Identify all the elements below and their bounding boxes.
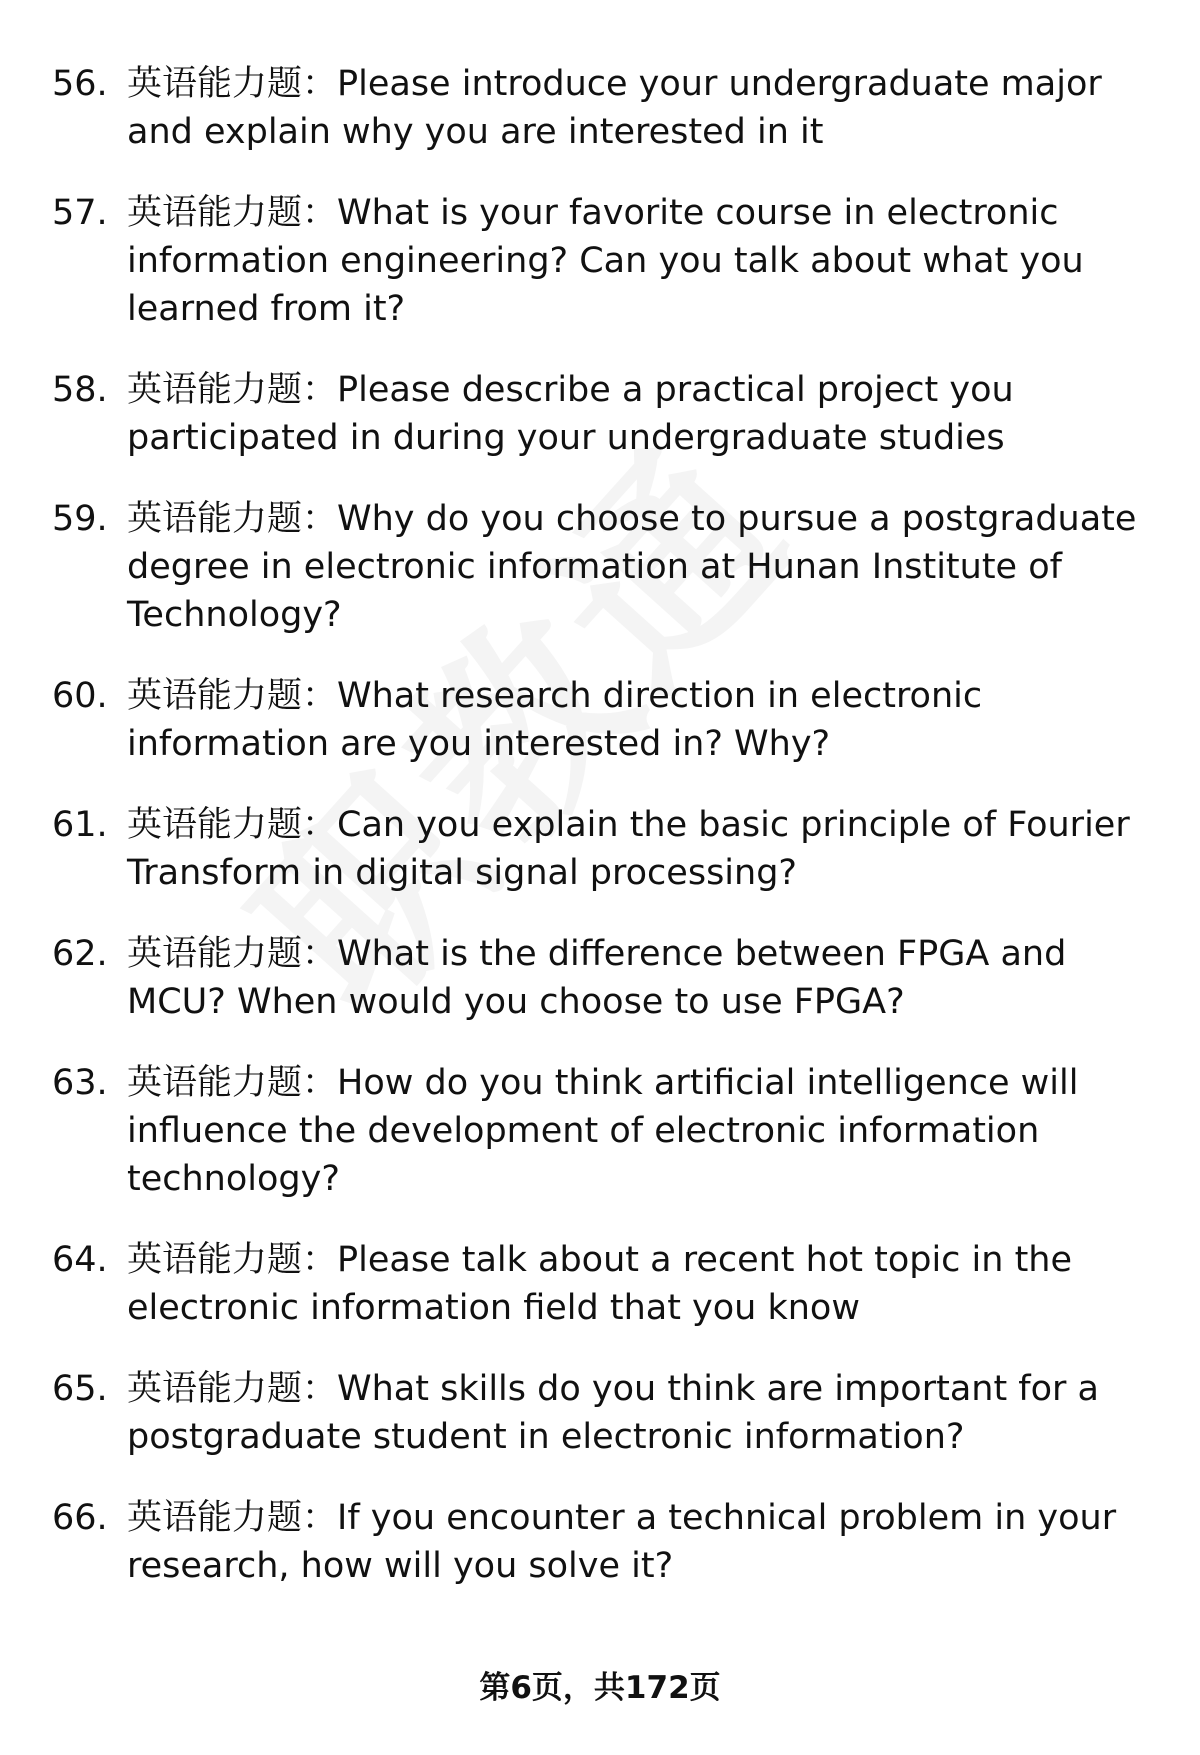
question-number: 66. (52, 1498, 108, 1538)
question-text: Please talk about a recent hot topic in the electronic information field that you know (127, 1240, 1073, 1328)
question-content (127, 672, 1147, 768)
question-number: 63. (52, 1063, 108, 1103)
question-number: 64. (52, 1240, 108, 1280)
question-text: What skills do you think are important for a postgraduate student in electronic information? (127, 1369, 1100, 1457)
question-item (52, 1059, 1152, 1203)
question-text: If you encounter a technical problem in your research, how will you solve it? (127, 1498, 1117, 1586)
question-category: 英语能力题： (127, 370, 338, 410)
question-item (52, 930, 1152, 1026)
question-category: 英语能力题： (127, 934, 338, 974)
question-number: 58. (52, 370, 108, 410)
question-category: 英语能力题： (127, 676, 338, 716)
question-item (52, 1494, 1152, 1590)
question-content (127, 60, 1147, 156)
question-category: 英语能力题： (127, 805, 338, 845)
question-content (127, 189, 1147, 333)
question-category: 英语能力题： (127, 193, 338, 233)
question-text: Why do you choose to pursue a postgraduate degree in electronic information at Hunan Institute of Technology? (127, 499, 1137, 635)
question-number: 57. (52, 193, 108, 233)
question-content (127, 1494, 1147, 1590)
page-footer: 第6页，共172页 (479, 1670, 721, 1706)
question-item (52, 366, 1152, 462)
question-content (127, 1236, 1147, 1332)
question-number: 60. (52, 676, 108, 716)
question-text: What research direction in electronic information are you interested in? Why? (127, 676, 983, 764)
question-content (127, 495, 1147, 639)
question-number: 56. (52, 64, 108, 104)
question-number: 65. (52, 1369, 108, 1409)
question-content (127, 366, 1147, 462)
question-item (52, 1365, 1152, 1461)
question-item (52, 189, 1152, 333)
question-content (127, 801, 1147, 897)
question-number: 61. (52, 805, 108, 845)
question-category: 英语能力题： (127, 1498, 338, 1538)
question-text: What is your favorite course in electronic information engineering? Can you talk about what you learned from it? (127, 193, 1084, 329)
question-content (127, 1059, 1147, 1203)
question-category: 英语能力题： (127, 64, 338, 104)
question-category: 英语能力题： (127, 1240, 338, 1280)
question-item (52, 801, 1152, 897)
question-item (52, 1236, 1152, 1332)
question-category: 英语能力题： (127, 1369, 338, 1409)
question-item (52, 60, 1152, 156)
question-category: 英语能力题： (127, 1063, 338, 1103)
question-item (52, 495, 1152, 639)
question-number: 62. (52, 934, 108, 974)
question-content (127, 930, 1147, 1026)
question-list (52, 60, 1152, 1623)
question-text: Please describe a practical project you participated in during your undergraduate studies (127, 370, 1014, 458)
question-item (52, 672, 1152, 768)
question-text: Can you explain the basic principle of Fourier Transform in digital signal processing? (127, 805, 1130, 893)
question-content (127, 1365, 1147, 1461)
question-number: 59. (52, 499, 108, 539)
question-text: Please introduce your undergraduate major and explain why you are interested in it (127, 64, 1102, 152)
question-category: 英语能力题： (127, 499, 338, 539)
question-text: How do you think artificial intelligence will influence the development of electronic information technology? (127, 1063, 1079, 1199)
question-text: What is the difference between FPGA and MCU? When would you choose to use FPGA? (127, 934, 1067, 1022)
